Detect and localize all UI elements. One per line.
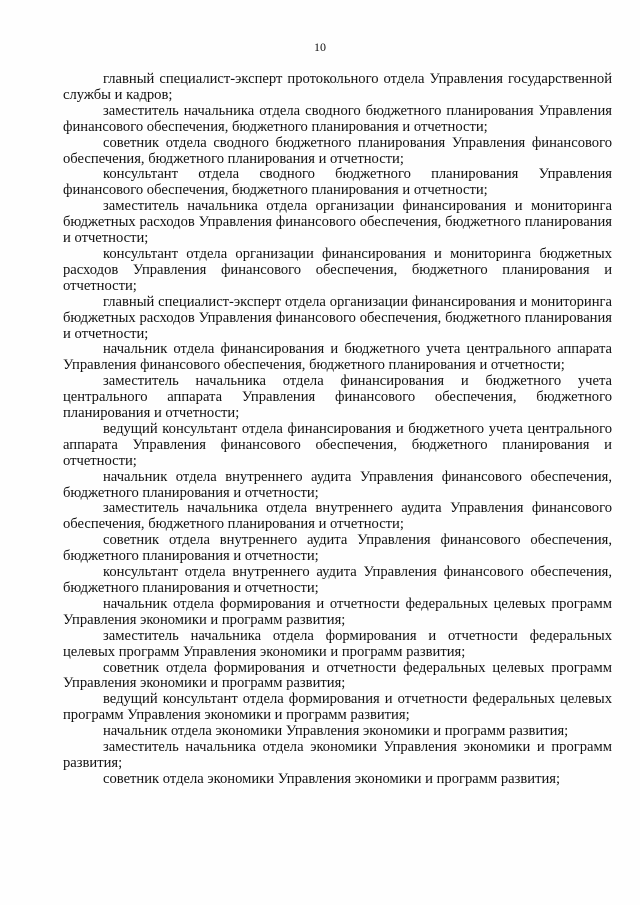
list-item: советник отдела внутреннего аудита Управления финансового обеспечения, бюджетного планирования и отчетности; [63, 532, 612, 565]
page-number: 10 [314, 40, 326, 54]
list-item: ведущий консультант отдела формирования и отчетности федеральных целевых программ Управления экономики и программ развития; [63, 691, 612, 724]
list-item: начальник отдела экономики Управления экономики и программ развития; [103, 723, 569, 740]
list-item: заместитель начальника отдела финансирования и бюджетного учета центрального аппарата Управления финансового обеспечения, бюджетного планирования и отчетности; [63, 373, 612, 422]
list-item: главный специалист-эксперт отдела организации финансирования и мониторинга бюджетных расходов Управления финансового обеспечения, бюджетного планирования и отчетности; [63, 293, 612, 342]
list-item: начальник отдела формирования и отчетности федеральных целевых программ Управления экономики и программ развития; [63, 595, 612, 628]
position-list [63, 72, 612, 788]
list-item: консультант отдела внутреннего аудита Управления финансового обеспечения, бюджетного планирования и отчетности; [63, 564, 612, 596]
list-item: главный специалист-эксперт протокольного отдела Управления государственной службы и кадров; [63, 71, 612, 103]
list-item: консультант отдела организации финансирования и мониторинга бюджетных расходов Управления финансового обеспечения, бюджетного планирования и отчетности; [63, 245, 612, 294]
list-item: заместитель начальника отдела сводного бюджетного планирования Управления финансового обеспечения, бюджетного планирования и отчетности; [63, 102, 612, 135]
list-item: советник отдела экономики Управления экономики и программ развития; [103, 770, 561, 787]
list-item: начальник отдела финансирования и бюджетного учета центрального аппарата Управления финансового обеспечения, бюджетного планирования и отчетности; [63, 341, 612, 374]
list-item: заместитель начальника отдела экономики Управления экономики и программ развития; [63, 739, 612, 771]
list-item: ведущий консультант отдела финансирования и бюджетного учета центрального аппарата Управления финансового обеспечения, бюджетного планирования и отчетности; [63, 420, 612, 469]
list-item: начальник отдела внутреннего аудита Управления финансового обеспечения, бюджетного планирования и отчетности; [63, 468, 612, 501]
list-item: советник отдела формирования и отчетности федеральных целевых программ Управления экономики и программ развития; [63, 659, 612, 692]
list-item: консультант отдела сводного бюджетного планирования Управления финансового обеспечения, бюджетного планирования и отчетности; [63, 166, 612, 199]
list-item: заместитель начальника отдела внутреннего аудита Управления финансового обеспечения, бюджетного планирования и отчетности; [63, 500, 612, 533]
list-item: заместитель начальника отдела организации финансирования и мониторинга бюджетных расходов Управления финансового обеспечения, бюджетного планирования и отчетности; [63, 198, 612, 247]
list-item: заместитель начальника отдела формирования и отчетности федеральных целевых программ Управления экономики и программ развития; [63, 627, 612, 660]
list-item: советник отдела сводного бюджетного планирования Управления финансового обеспечения, бюджетного планирования и отчетности; [63, 134, 612, 167]
